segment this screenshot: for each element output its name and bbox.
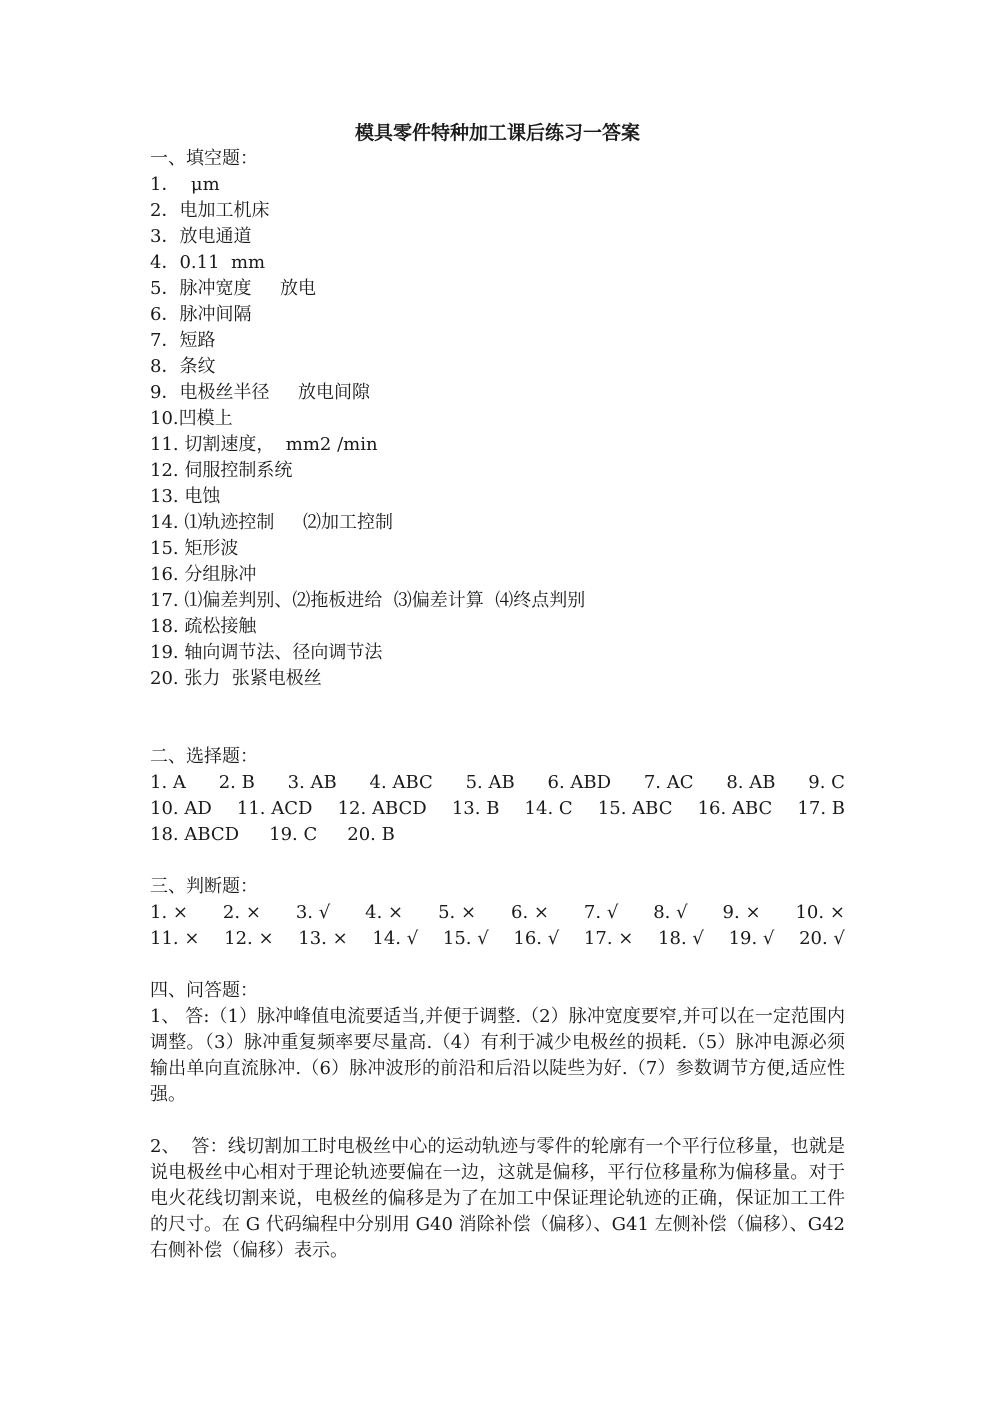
true-false-answer: 1. × — [150, 902, 188, 923]
document-content — [150, 120, 851, 1264]
choice-answer: 19. C — [269, 824, 318, 845]
choice-answer: 8. AB — [726, 772, 776, 793]
section-short-answer-heading: 四、问答题： — [150, 980, 258, 1001]
spacer — [150, 848, 845, 874]
true-false-answers — [150, 900, 845, 952]
true-false-answer: 18. √ — [658, 928, 704, 949]
true-false-answer: 2. × — [222, 902, 261, 923]
true-false-answer: 5. × — [438, 902, 477, 923]
choice-answer: 1. A — [150, 772, 186, 793]
short-answer-2: 2、 答：线切割加工时电极丝中心的运动轨迹与零件的轮廓有一个平行位移量，也就是说电极丝中心相对于理论轨迹要偏在一边，这就是偏移，平行位移量称为偏移量。对于电火花线切割来说，电极丝的偏移是为了在加工中保证理论轨迹的正确，保证加工工件的尺寸。在 G 代码编程中分别用 G40 消除补偿（偏移）、G41 左侧补偿（偏移）、G42 右侧补偿（偏移）表示。 — [150, 1136, 851, 1261]
fill-blank-item: 14. ⑴轨迹控制 ⑵加工控制 — [150, 512, 393, 533]
fill-blank-item: 9．电极丝半径 放电间隙 — [150, 382, 371, 403]
true-false-answer: 9. × — [722, 902, 761, 923]
true-false-answer: 14. √ — [372, 928, 419, 949]
fill-blank-item: 6．脉冲间隔 — [150, 304, 252, 325]
true-false-answer: 13. × — [298, 928, 348, 949]
fill-blank-item: 10.凹模上 — [150, 408, 233, 429]
true-false-answer: 15. √ — [442, 928, 489, 949]
section-true-false-heading: 三、判断题： — [150, 876, 258, 897]
choice-answer: 7. AC — [643, 772, 694, 793]
fill-blank-item: 13. 电蚀 — [150, 486, 221, 507]
true-false-answer: 17. × — [583, 928, 634, 949]
spacer — [150, 1108, 845, 1134]
fill-blank-item: 3．放电通道 — [150, 226, 252, 247]
true-false-answer: 10. × — [795, 902, 845, 923]
choice-answer: 10. AD — [150, 798, 212, 819]
true-false-answer: 6. × — [511, 902, 549, 923]
fill-blank-item: 4．0.11 mm — [150, 252, 266, 273]
choice-answer-row — [150, 822, 845, 848]
true-false-answer: 3. √ — [295, 902, 331, 923]
fill-blank-item: 20. 张力 张紧电极丝 — [150, 668, 322, 689]
true-false-answer: 8. √ — [653, 902, 688, 923]
true-false-answer-row — [150, 926, 845, 952]
short-answer-1: 1、 答:（1）脉冲峰值电流要适当,并便于调整.（2）脉冲宽度要窄,并可以在一定范围内调整。（3）脉冲重复频率要尽量高.（4）有利于减少电极丝的损耗.（5）脉冲电源必须输出单向直流脉冲.（6）脉冲波形的前沿和后沿以陡些为好.（7）参数调节方便,适应性强。 — [150, 1006, 845, 1105]
fill-blank-item: 5．脉冲宽度 放电 — [150, 278, 317, 299]
choice-answer: 17. B — [797, 798, 845, 819]
multiple-choice-answers — [150, 770, 845, 848]
choice-answer-row — [150, 770, 845, 796]
true-false-answer: 4. × — [365, 902, 404, 923]
choice-answer: 9. C — [808, 772, 845, 793]
true-false-answer: 11. × — [150, 928, 200, 949]
true-false-answer: 20. √ — [799, 928, 845, 949]
fill-blank-item: 11. 切割速度， mm2 /min — [150, 434, 378, 455]
choice-answer: 14. C — [524, 798, 573, 819]
fill-blank-item: 19. 轴向调节法、径向调节法 — [150, 642, 383, 663]
fill-blank-answers — [150, 172, 845, 692]
choice-answer: 13. B — [451, 798, 500, 819]
true-false-answer: 7. √ — [583, 902, 619, 923]
true-false-answer: 19. √ — [728, 928, 775, 949]
true-false-answer: 12. × — [224, 928, 274, 949]
choice-answer: 12. ABCD — [337, 798, 427, 819]
choice-answer: 2. B — [218, 772, 255, 793]
choice-answer: 6. ABD — [547, 772, 612, 793]
section-multiple-choice-heading: 二、选择题： — [150, 746, 258, 767]
true-false-answer-row — [150, 900, 845, 926]
section-fill-blank-heading: 一、填空题： — [150, 148, 258, 169]
page-title: 模具零件特种加工课后练习一答案 — [354, 122, 640, 144]
choice-answer: 15. ABC — [597, 798, 673, 819]
fill-blank-item: 2．电加工机床 — [150, 200, 270, 221]
fill-blank-item: 15. 矩形波 — [150, 538, 239, 559]
fill-blank-item: 16. 分组脉冲 — [150, 564, 257, 585]
fill-blank-item: 17. ⑴偏差判别、⑵拖板进给 ⑶偏差计算 ⑷终点判别 — [150, 590, 586, 611]
choice-answer: 20. B — [347, 824, 395, 845]
true-false-answer: 16. √ — [513, 928, 560, 949]
spacer — [150, 952, 845, 978]
fill-blank-item: 1． μm — [150, 174, 220, 195]
choice-answer: 5. AB — [465, 772, 515, 793]
choice-answer: 11. ACD — [236, 798, 313, 819]
choice-answer: 4. ABC — [369, 772, 433, 793]
choice-answer: 18. ABCD — [150, 824, 240, 845]
spacer — [150, 692, 845, 744]
fill-blank-item: 8．条纹 — [150, 356, 216, 377]
fill-blank-item: 12. 伺服控制系统 — [150, 460, 293, 481]
fill-blank-item: 7．短路 — [150, 330, 216, 351]
fill-blank-item: 18. 疏松接触 — [150, 616, 257, 637]
choice-answer-row — [150, 796, 845, 822]
choice-answer: 16. ABC — [697, 798, 773, 819]
choice-answer: 3. AB — [287, 772, 337, 793]
